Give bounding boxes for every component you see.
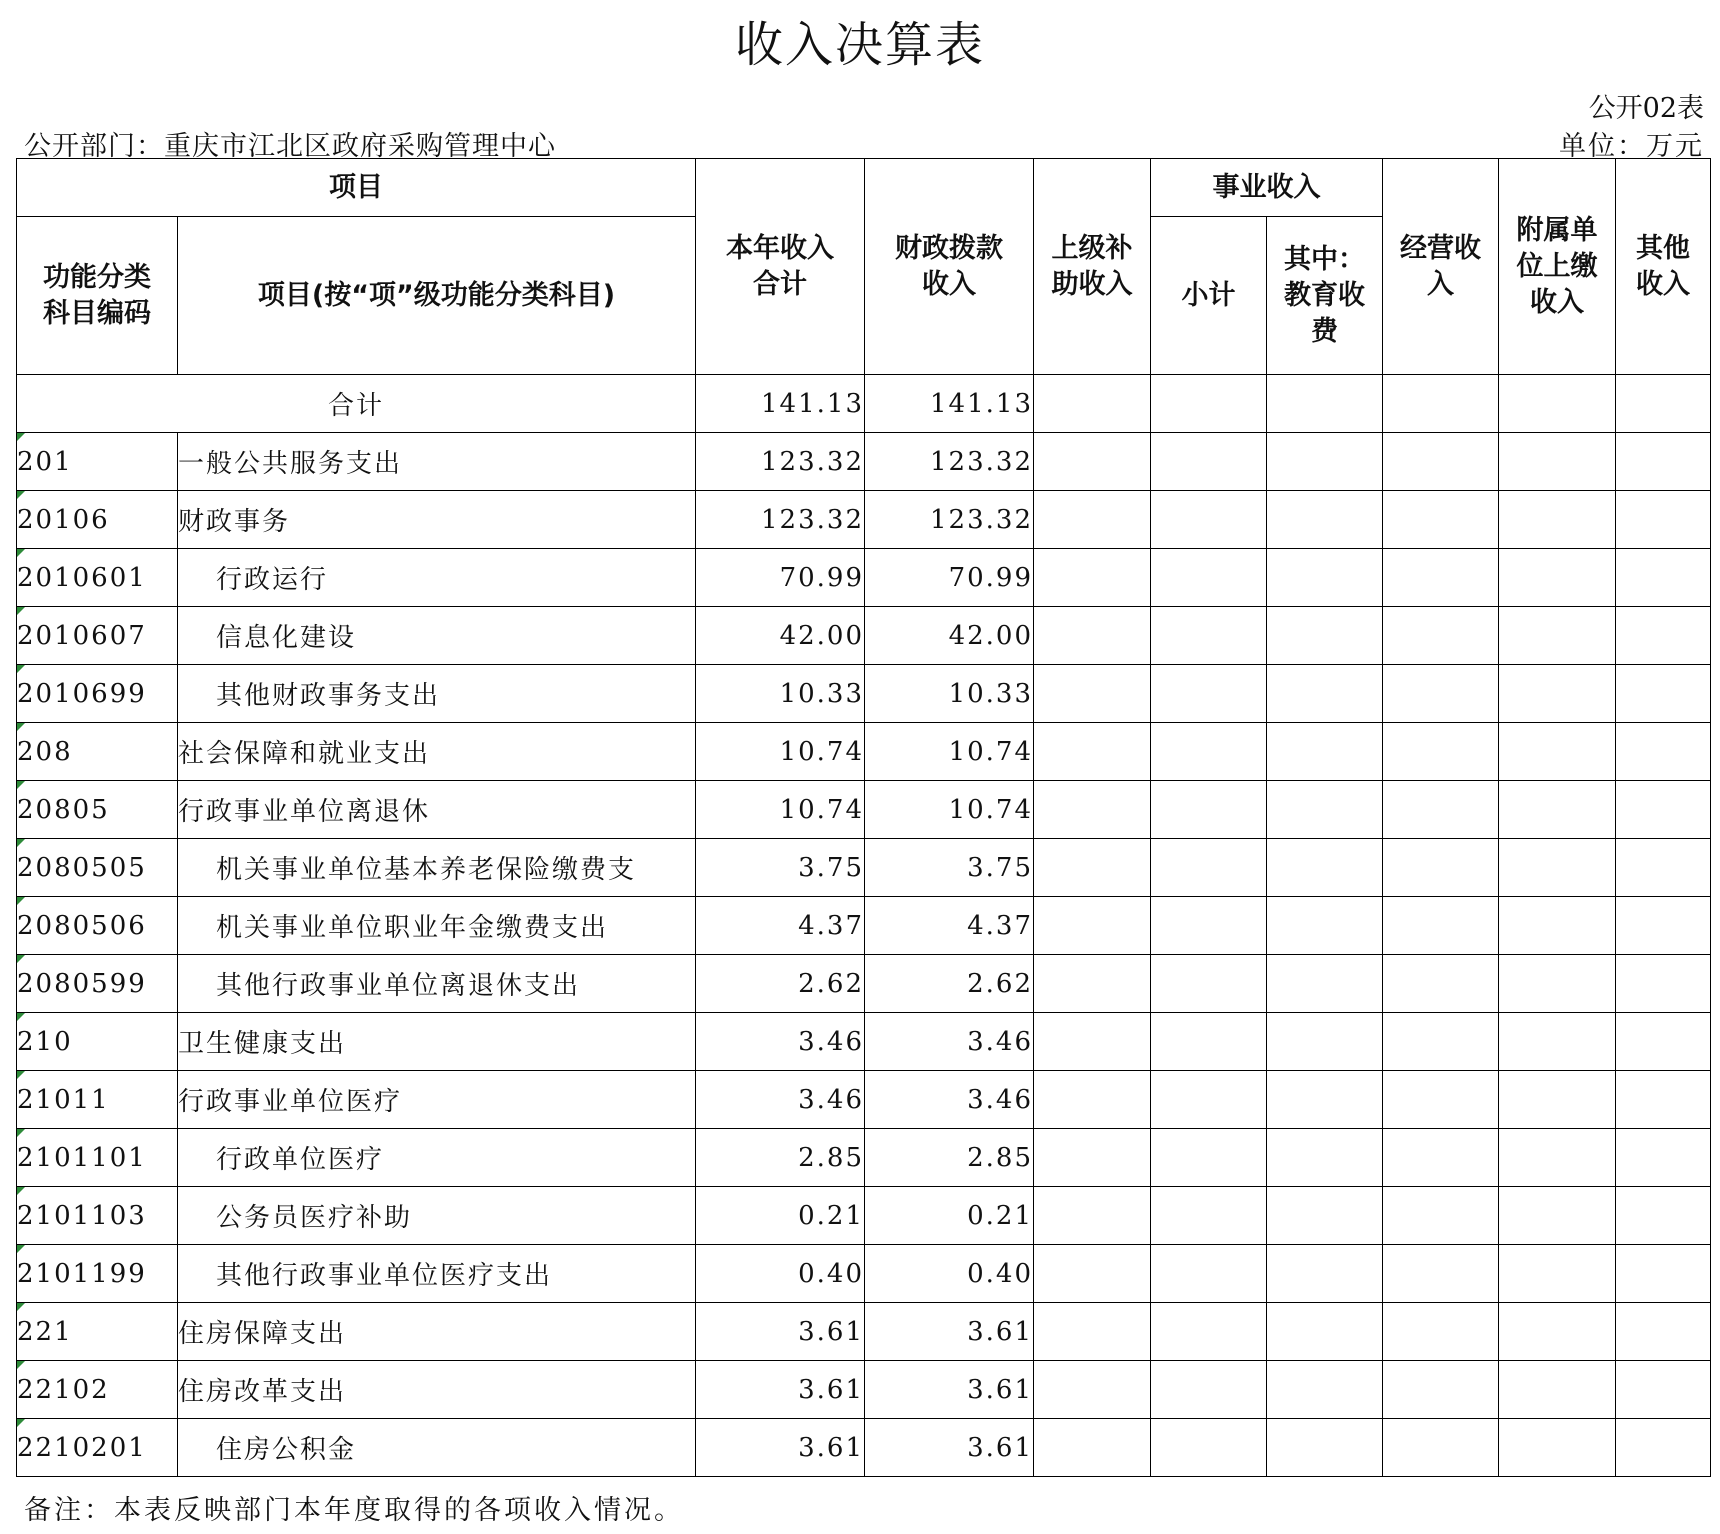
empty-cell <box>1034 781 1151 839</box>
fiscal-cell: 123.32 <box>865 491 1034 549</box>
total-income-cell: 3.46 <box>696 1013 865 1071</box>
empty-cell <box>1499 1245 1616 1303</box>
empty-cell <box>1616 1245 1711 1303</box>
item-name-cell: 信息化建设 <box>178 607 696 665</box>
func-code-cell: 2080599 <box>17 955 178 1013</box>
empty-cell <box>1267 491 1383 549</box>
empty-cell <box>1499 1361 1616 1419</box>
empty-cell <box>1151 375 1267 433</box>
empty-cell <box>1267 1245 1383 1303</box>
total-income-cell: 2.62 <box>696 955 865 1013</box>
empty-cell <box>1499 723 1616 781</box>
empty-cell <box>1267 433 1383 491</box>
empty-cell <box>1616 781 1711 839</box>
func-code-cell: 20106 <box>17 491 178 549</box>
footnote: 备注：本表反映部门本年度取得的各项收入情况。 <box>24 1495 684 1526</box>
item-name-cell: 一般公共服务支出 <box>178 433 696 491</box>
empty-cell <box>1151 781 1267 839</box>
empty-cell <box>1034 1071 1151 1129</box>
fiscal-cell: 3.46 <box>865 1071 1034 1129</box>
total-income-cell: 0.21 <box>696 1187 865 1245</box>
table-body <box>17 375 1711 1477</box>
empty-cell <box>1267 1187 1383 1245</box>
header-total-income: 本年收入合计 <box>696 159 865 375</box>
table-row <box>17 781 1711 839</box>
header-affiliated: 附属单位上缴收入 <box>1499 159 1616 375</box>
empty-cell <box>1034 1361 1151 1419</box>
func-code-cell: 2101199 <box>17 1245 178 1303</box>
empty-cell <box>1383 1245 1499 1303</box>
total-row <box>17 375 1711 433</box>
empty-cell <box>1383 665 1499 723</box>
header-education-fee: 其中：教育收费 <box>1267 217 1383 375</box>
empty-cell <box>1499 491 1616 549</box>
empty-cell <box>1616 1419 1711 1477</box>
table-row <box>17 1013 1711 1071</box>
empty-cell <box>1616 1361 1711 1419</box>
total-income-cell: 3.61 <box>696 1361 865 1419</box>
empty-cell <box>1267 665 1383 723</box>
empty-cell <box>1267 375 1383 433</box>
empty-cell <box>1499 607 1616 665</box>
empty-cell <box>1151 1071 1267 1129</box>
table-row <box>17 1303 1711 1361</box>
table-row <box>17 1129 1711 1187</box>
empty-cell <box>1383 491 1499 549</box>
header-operating: 经营收入 <box>1383 159 1499 375</box>
table-row <box>17 665 1711 723</box>
table-row <box>17 491 1711 549</box>
empty-cell <box>1267 839 1383 897</box>
empty-cell <box>1151 549 1267 607</box>
empty-cell <box>1616 491 1711 549</box>
empty-cell <box>1034 1419 1151 1477</box>
total-income-cell: 3.61 <box>696 1419 865 1477</box>
empty-cell <box>1151 433 1267 491</box>
total-income-cell: 42.00 <box>696 607 865 665</box>
item-name-cell: 住房改革支出 <box>178 1361 696 1419</box>
item-name-cell: 住房公积金 <box>178 1419 696 1477</box>
fiscal-cell: 42.00 <box>865 607 1034 665</box>
item-name-cell: 其他行政事业单位医疗支出 <box>178 1245 696 1303</box>
empty-cell <box>1034 723 1151 781</box>
func-code-cell: 2010607 <box>17 607 178 665</box>
empty-cell <box>1151 1419 1267 1477</box>
form-number: 公开02表 <box>1588 93 1704 124</box>
empty-cell <box>1267 723 1383 781</box>
empty-cell <box>1034 955 1151 1013</box>
func-code-cell: 201 <box>17 433 178 491</box>
func-code-cell: 2210201 <box>17 1419 178 1477</box>
item-name-cell: 其他财政事务支出 <box>178 665 696 723</box>
table-row <box>17 897 1711 955</box>
func-code-cell: 2010699 <box>17 665 178 723</box>
empty-cell <box>1383 781 1499 839</box>
empty-cell <box>1383 1303 1499 1361</box>
total-income-cell: 2.85 <box>696 1129 865 1187</box>
empty-cell <box>1267 897 1383 955</box>
func-code-cell: 2010601 <box>17 549 178 607</box>
empty-cell <box>1267 1361 1383 1419</box>
total-income-cell: 70.99 <box>696 549 865 607</box>
header-subtotal: 小计 <box>1151 217 1267 375</box>
empty-cell <box>1499 781 1616 839</box>
empty-cell <box>1616 955 1711 1013</box>
table-row <box>17 433 1711 491</box>
empty-cell <box>1151 1361 1267 1419</box>
empty-cell <box>1267 1071 1383 1129</box>
fiscal-cell: 2.85 <box>865 1129 1034 1187</box>
table-row <box>17 1187 1711 1245</box>
func-code-cell: 2101101 <box>17 1129 178 1187</box>
empty-cell <box>1499 1187 1616 1245</box>
total-income-cell: 10.74 <box>696 781 865 839</box>
fiscal-cell: 10.74 <box>865 723 1034 781</box>
empty-cell <box>1616 665 1711 723</box>
total-income-cell: 10.74 <box>696 723 865 781</box>
empty-cell <box>1383 375 1499 433</box>
fiscal-cell: 3.75 <box>865 839 1034 897</box>
empty-cell <box>1383 723 1499 781</box>
item-name-cell: 机关事业单位职业年金缴费支出 <box>178 897 696 955</box>
fiscal-cell: 3.61 <box>865 1361 1034 1419</box>
empty-cell <box>1616 897 1711 955</box>
empty-cell <box>1034 491 1151 549</box>
empty-cell <box>1616 607 1711 665</box>
empty-cell <box>1499 1303 1616 1361</box>
func-code-cell: 2080505 <box>17 839 178 897</box>
empty-cell <box>1383 1013 1499 1071</box>
total-income-cell: 123.32 <box>696 433 865 491</box>
page-title: 收入决算表 <box>734 17 985 73</box>
empty-cell <box>1616 549 1711 607</box>
empty-cell <box>1616 723 1711 781</box>
total-income-cell: 123.32 <box>696 491 865 549</box>
empty-cell <box>1034 897 1151 955</box>
department-label: 公开部门：重庆市江北区政府采购管理中心 <box>24 131 556 162</box>
total-income-cell: 3.46 <box>696 1071 865 1129</box>
empty-cell <box>1151 897 1267 955</box>
fiscal-cell: 10.74 <box>865 781 1034 839</box>
empty-cell <box>1616 839 1711 897</box>
func-code-cell: 22102 <box>17 1361 178 1419</box>
total-income-cell: 4.37 <box>696 897 865 955</box>
item-name-cell: 行政运行 <box>178 549 696 607</box>
empty-cell <box>1499 955 1616 1013</box>
empty-cell <box>1499 665 1616 723</box>
empty-cell <box>1267 1129 1383 1187</box>
header-item-name: 项目(按“项”级功能分类科目) <box>178 217 696 375</box>
item-name-cell: 住房保障支出 <box>178 1303 696 1361</box>
empty-cell <box>1383 1129 1499 1187</box>
empty-cell <box>1499 1419 1616 1477</box>
empty-cell <box>1034 607 1151 665</box>
empty-cell <box>1151 839 1267 897</box>
empty-cell <box>1499 1129 1616 1187</box>
empty-cell <box>1034 665 1151 723</box>
empty-cell <box>1034 1129 1151 1187</box>
table-row <box>17 723 1711 781</box>
item-name-cell: 其他行政事业单位离退休支出 <box>178 955 696 1013</box>
header-upper-subsidy: 上级补助收入 <box>1034 159 1151 375</box>
empty-cell <box>1151 1129 1267 1187</box>
empty-cell <box>1499 1071 1616 1129</box>
empty-cell <box>1383 839 1499 897</box>
func-code-cell: 210 <box>17 1013 178 1071</box>
empty-cell <box>1616 375 1711 433</box>
table-row <box>17 549 1711 607</box>
empty-cell <box>1267 549 1383 607</box>
empty-cell <box>1151 1245 1267 1303</box>
empty-cell <box>1616 1071 1711 1129</box>
item-name-cell: 社会保障和就业支出 <box>178 723 696 781</box>
fiscal-cell: 2.62 <box>865 955 1034 1013</box>
empty-cell <box>1151 491 1267 549</box>
empty-cell <box>1616 1129 1711 1187</box>
empty-cell <box>1383 1187 1499 1245</box>
fiscal-cell: 0.21 <box>865 1187 1034 1245</box>
empty-cell <box>1151 607 1267 665</box>
fiscal-cell: 3.61 <box>865 1303 1034 1361</box>
table-header <box>17 159 1711 375</box>
unit-label: 单位：万元 <box>1559 131 1704 162</box>
func-code-cell: 20805 <box>17 781 178 839</box>
empty-cell <box>1151 723 1267 781</box>
empty-cell <box>1383 1419 1499 1477</box>
func-code-cell: 221 <box>17 1303 178 1361</box>
empty-cell <box>1499 549 1616 607</box>
item-name-cell: 财政事务 <box>178 491 696 549</box>
empty-cell <box>1499 1013 1616 1071</box>
empty-cell <box>1383 549 1499 607</box>
empty-cell <box>1267 1013 1383 1071</box>
empty-cell <box>1151 1303 1267 1361</box>
empty-cell <box>1616 1187 1711 1245</box>
empty-cell <box>1034 1303 1151 1361</box>
header-func-code: 功能分类科目编码 <box>17 217 178 375</box>
header-business-income: 事业收入 <box>1151 159 1383 217</box>
total-income-cell: 3.75 <box>696 839 865 897</box>
empty-cell <box>1383 955 1499 1013</box>
empty-cell <box>1151 1013 1267 1071</box>
table-row <box>17 955 1711 1013</box>
empty-cell <box>1499 375 1616 433</box>
empty-cell <box>1034 1013 1151 1071</box>
income-table <box>16 158 1711 1477</box>
empty-cell <box>1267 781 1383 839</box>
empty-cell <box>1034 549 1151 607</box>
empty-cell <box>1383 897 1499 955</box>
empty-cell <box>1383 433 1499 491</box>
item-name-cell: 机关事业单位基本养老保险缴费支 <box>178 839 696 897</box>
empty-cell <box>1034 433 1151 491</box>
empty-cell <box>1499 433 1616 491</box>
total-income-cell: 3.61 <box>696 1303 865 1361</box>
empty-cell <box>1499 839 1616 897</box>
table-row <box>17 839 1711 897</box>
empty-cell <box>1151 1187 1267 1245</box>
fiscal-cell: 4.37 <box>865 897 1034 955</box>
empty-cell <box>1267 1419 1383 1477</box>
empty-cell <box>1267 955 1383 1013</box>
table-row <box>17 1245 1711 1303</box>
func-code-cell: 208 <box>17 723 178 781</box>
empty-cell <box>1034 1187 1151 1245</box>
table-row <box>17 1361 1711 1419</box>
func-code-cell: 2101103 <box>17 1187 178 1245</box>
fiscal-cell: 3.61 <box>865 1419 1034 1477</box>
empty-cell <box>1616 1013 1711 1071</box>
empty-cell <box>1616 433 1711 491</box>
item-name-cell: 行政事业单位医疗 <box>178 1071 696 1129</box>
header-fiscal: 财政拨款收入 <box>865 159 1034 375</box>
func-code-cell: 2080506 <box>17 897 178 955</box>
item-name-cell: 行政事业单位离退休 <box>178 781 696 839</box>
empty-cell <box>1383 1071 1499 1129</box>
func-code-cell: 21011 <box>17 1071 178 1129</box>
empty-cell <box>1267 1303 1383 1361</box>
empty-cell <box>1034 1245 1151 1303</box>
item-name-cell: 行政单位医疗 <box>178 1129 696 1187</box>
total-label: 合计 <box>17 375 696 433</box>
fiscal-cell: 3.46 <box>865 1013 1034 1071</box>
empty-cell <box>1151 955 1267 1013</box>
empty-cell <box>1267 607 1383 665</box>
total-income-cell: 10.33 <box>696 665 865 723</box>
table-row <box>17 1071 1711 1129</box>
total-income-cell: 0.40 <box>696 1245 865 1303</box>
fiscal-cell: 10.33 <box>865 665 1034 723</box>
empty-cell <box>1616 1303 1711 1361</box>
fiscal-cell: 123.32 <box>865 433 1034 491</box>
table-row <box>17 1419 1711 1477</box>
item-name-cell: 卫生健康支出 <box>178 1013 696 1071</box>
empty-cell <box>1151 665 1267 723</box>
total-fiscal-value: 141.13 <box>865 375 1034 433</box>
table-row <box>17 607 1711 665</box>
empty-cell <box>1499 897 1616 955</box>
empty-cell <box>1383 1361 1499 1419</box>
empty-cell <box>1383 607 1499 665</box>
empty-cell <box>1034 839 1151 897</box>
header-other: 其他收入 <box>1616 159 1711 375</box>
total-income-value: 141.13 <box>696 375 865 433</box>
fiscal-cell: 0.40 <box>865 1245 1034 1303</box>
header-project: 项目 <box>17 159 696 217</box>
item-name-cell: 公务员医疗补助 <box>178 1187 696 1245</box>
fiscal-cell: 70.99 <box>865 549 1034 607</box>
empty-cell <box>1034 375 1151 433</box>
